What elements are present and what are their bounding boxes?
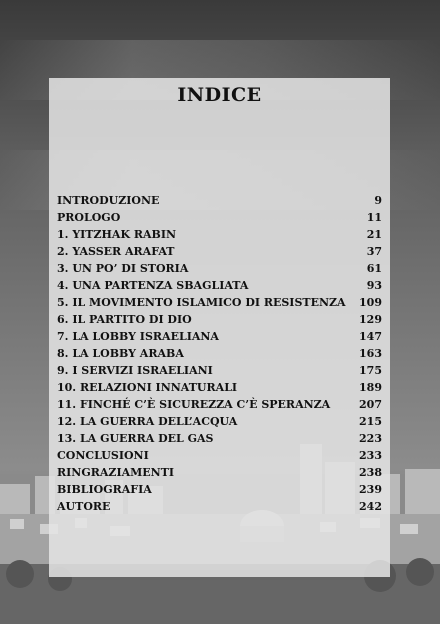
toc-entry-label: 4. UNA PARTENZA SBAGLIATA: [57, 279, 249, 292]
toc-entry-label: 3. UN PO’ DI STORIA: [57, 262, 189, 275]
table-of-contents: [57, 194, 382, 517]
toc-entry-label: 9. I SERVIZI ISRAELIANI: [57, 364, 213, 377]
toc-entry-page: 109: [359, 296, 382, 309]
toc-entry-page: 207: [359, 398, 382, 411]
toc-entry-label: INTRODUZIONE: [57, 194, 160, 207]
toc-entry[interactable]: [57, 347, 382, 364]
toc-entry-label: 10. RELAZIONI INNATURALI: [57, 381, 238, 394]
toc-entry-label: 6. IL PARTITO DI DIO: [57, 313, 192, 326]
toc-entry-page: 11: [366, 211, 382, 224]
toc-entry[interactable]: [57, 398, 382, 415]
toc-entry-page: 223: [359, 432, 382, 445]
toc-entry-page: 239: [359, 483, 382, 496]
toc-entry-page: 21: [366, 228, 382, 241]
toc-entry-page: 215: [359, 415, 382, 428]
toc-entry-label: 13. LA GUERRA DEL GAS: [57, 432, 214, 445]
toc-entry[interactable]: [57, 381, 382, 398]
toc-entry[interactable]: [57, 483, 382, 500]
toc-entry-page: 129: [359, 313, 382, 326]
toc-entry-page: 61: [366, 262, 382, 275]
toc-entry-page: 238: [359, 466, 382, 479]
toc-entry-label: 12. LA GUERRA DELL’ACQUA: [57, 415, 238, 428]
toc-entry-page: 93: [366, 279, 382, 292]
toc-entry-page: 163: [359, 347, 382, 360]
toc-entry-page: 37: [366, 245, 382, 258]
toc-entry-label: CONCLUSIONI: [57, 449, 149, 462]
toc-entry[interactable]: [57, 194, 382, 211]
toc-entry-label: 7. LA LOBBY ISRAELIANA: [57, 330, 219, 343]
toc-entry-label: 11. FINCHÉ C’È SICUREZZA C’È SPERANZA: [57, 398, 331, 411]
toc-entry[interactable]: [57, 262, 382, 279]
toc-entry-page: 147: [359, 330, 382, 343]
toc-entry[interactable]: [57, 330, 382, 347]
toc-entry[interactable]: [57, 313, 382, 330]
toc-entry[interactable]: [57, 432, 382, 449]
index-panel: [49, 78, 390, 577]
toc-entry-page: 175: [359, 364, 382, 377]
toc-entry-label: BIBLIOGRAFIA: [57, 483, 152, 496]
toc-entry-label: 2. YASSER ARAFAT: [57, 245, 175, 258]
toc-entry-label: 1. YITZHAK RABIN: [57, 228, 177, 241]
toc-entry[interactable]: [57, 466, 382, 483]
toc-entry[interactable]: [57, 296, 382, 313]
toc-entry-page: 233: [359, 449, 382, 462]
toc-entry[interactable]: [57, 228, 382, 245]
toc-entry-label: RINGRAZIAMENTI: [57, 466, 175, 479]
toc-entry-label: 5. IL MOVIMENTO ISLAMICO DI RESISTENZA: [57, 296, 346, 309]
toc-entry[interactable]: [57, 449, 382, 466]
toc-entry[interactable]: [57, 211, 382, 228]
toc-entry-label: AUTORE: [57, 500, 111, 513]
page-title: INDICE: [177, 84, 262, 106]
toc-entry-label: PROLOGO: [57, 211, 121, 224]
toc-entry[interactable]: [57, 364, 382, 381]
toc-entry-page: 9: [374, 194, 382, 207]
toc-entry[interactable]: [57, 245, 382, 262]
toc-entry-page: 189: [359, 381, 382, 394]
toc-entry[interactable]: [57, 279, 382, 296]
toc-entry-label: 8. LA LOBBY ARABA: [57, 347, 184, 360]
toc-entry-page: 242: [359, 500, 382, 513]
toc-entry[interactable]: [57, 415, 382, 432]
toc-entry[interactable]: [57, 500, 382, 517]
